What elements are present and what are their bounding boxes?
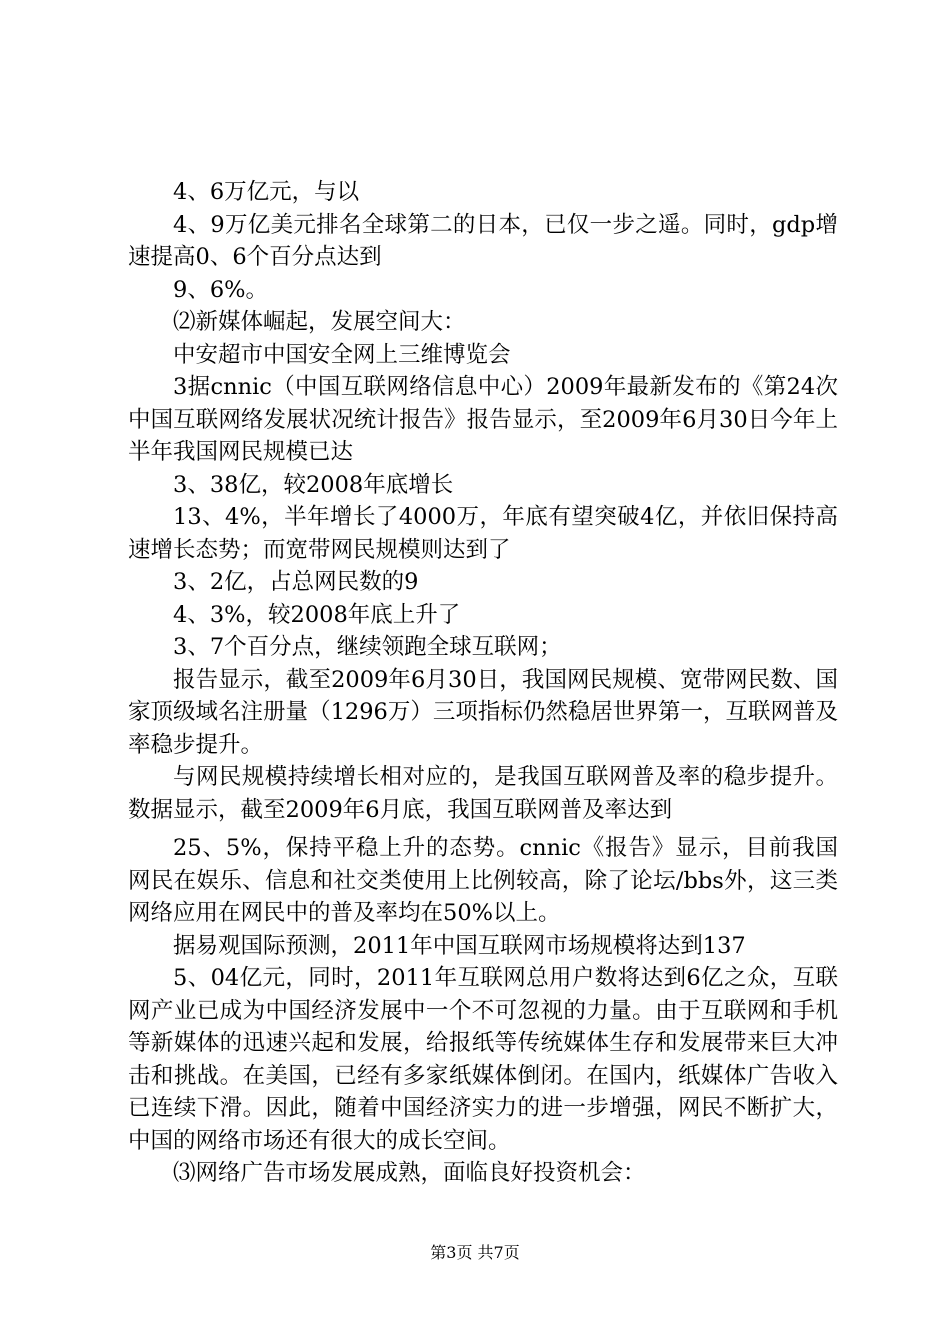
paragraph-broadband-share: 4、3%，较2008年底上升了 bbox=[173, 601, 461, 628]
section-heading-new-media: ⑵新媒体崛起，发展空间大： bbox=[173, 309, 466, 335]
paragraph-gdp-value: 4、6万亿元，与以 bbox=[173, 179, 360, 205]
paragraph-netizen-count: 3、38亿，较2008年底增长 bbox=[173, 471, 454, 498]
paragraph-japan-comparison: 4、9万亿美元排名全球第二的日本，已仅一步之遥。同时，gdp增速提高0、6个百分点达到 bbox=[128, 211, 838, 270]
document-body bbox=[128, 176, 838, 1190]
paragraph-usage-stats: 25、5%，保持平稳上升的态势。cnnic《报告》显示，目前我国网民在娱乐、信息和社交类使用上比例较高，除了论坛/bbs外，这三类网络应用在网民中的普及率均在50%以上。 bbox=[128, 835, 838, 926]
paragraph-market-forecast: 据易观国际预测，2011年中国互联网市场规模将达到137 bbox=[173, 932, 746, 959]
page-number-footer: 第3页 共7页 bbox=[430, 1243, 520, 1262]
section-heading-online-ads: ⑶网络广告市场发展成熟，面临良好投资机会： bbox=[173, 1160, 646, 1186]
paragraph-market-outlook: 5、04亿元，同时，2011年互联网总用户数将达到6亿之众，互联网产业已成为中国经济发展中一个不可忽视的力量。由于互联网和手机等新媒体的迅速兴起和发展，给报纸等传统媒体生存和发展带来巨大冲击和挑战。在美国，已经有多家纸媒体倒闭。在国内，纸媒体广告收入已连续下滑。因此，随着中国经济实力的进一步增强，网民不断扩大，中国的网络市场还有很大的成长空间。 bbox=[128, 965, 838, 1154]
paragraph-growth-rate: 13、4%，半年增长了4000万，年底有望突破4亿，并依旧保持高速增长态势；而宽带网民规模则达到了 bbox=[128, 504, 838, 563]
paragraph-broadband-users: 3、2亿，占总网民数的9 bbox=[173, 569, 419, 595]
paragraph-report-ranking: 报告显示，截至2009年6月30日，我国网民规模、宽带网民数、国家顶级域名注册量（1296万）三项指标仍然稳居世界第一，互联网普及率稳步提升。 bbox=[128, 666, 838, 758]
paragraph-gdp-growth: 9、6%。 bbox=[173, 276, 269, 303]
paragraph-percentage-points: 3、7个百分点，继续领跑全球互联网； bbox=[173, 634, 562, 660]
paragraph-cnnic-report: 3据cnnic（中国互联网络信息中心）2009年最新发布的《第24次中国互联网络发展状况统计报告》报告显示，至2009年6月30日今年上半年我国网民规模已达 bbox=[128, 374, 838, 465]
paragraph-expo-line: 中安超市中国安全网上三维博览会 bbox=[173, 341, 511, 368]
paragraph-penetration-rate: 与网民规模持续增长相对应的，是我国互联网普及率的稳步提升。数据显示，截至2009年6月底，我国互联网普及率达到 bbox=[128, 764, 838, 823]
